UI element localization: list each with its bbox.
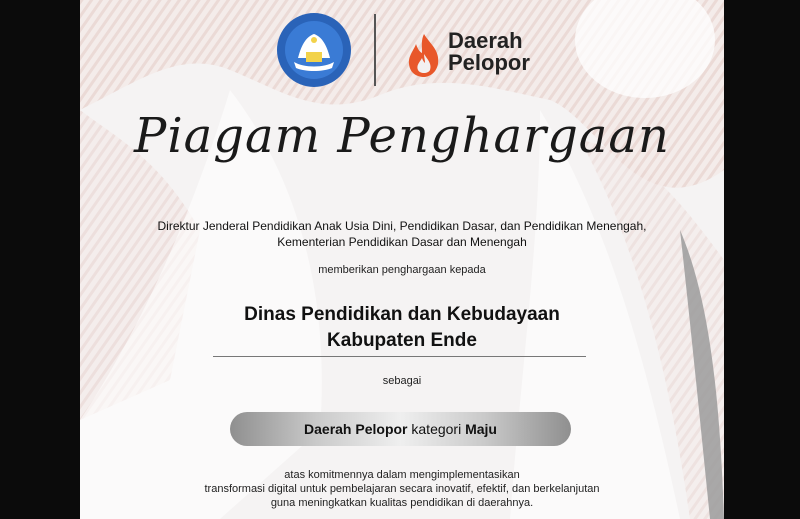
recipient [80,302,724,354]
brand-line-1: Daerah [448,28,523,53]
closing-line-3: guna meningkatkan kualitas pendidikan di daerahnya. [270,497,534,509]
issuer-line-2: Kementerian Pendidikan Dasar dan Menengah [277,235,527,249]
issuer [120,218,684,250]
recipient-line-1: Dinas Pendidikan dan Kebudayaan [244,304,560,325]
closing-line-1: atas komitmennya dalam mengimplementasikan [284,469,520,481]
award-intro: memberikan penghargaan kepada [318,264,486,276]
logo-divider [374,14,376,86]
award-badge [230,412,571,446]
issuer-line-1: Direktur Jenderal Pendidikan Anak Usia Dini, Pendidikan Dasar, dan Pendidikan Menengah, [157,219,647,233]
certificate-title: Piagam Penghargaan [134,108,670,164]
closing-line-2: transformasi digital untuk pembelajaran secara inovatif, efektif, dan berkelanjutan [204,483,600,495]
header-logos [276,12,556,92]
tut-wuri-handayani-logo [276,12,352,88]
recipient-line-2: Kabupaten Ende [327,330,477,351]
daerah-pelopor-logo [404,30,554,80]
flame-icon [404,32,444,78]
brand-text [448,30,530,74]
as-label: sebagai [382,375,422,387]
certificate [80,0,724,519]
award-name: Daerah Pelopor [304,421,408,437]
recipient-underline [213,356,586,357]
award-category: Maju [465,421,497,437]
brand-line-2: Pelopor [448,50,530,75]
award-category-word: kategori [411,421,462,437]
closing-text [120,468,684,510]
